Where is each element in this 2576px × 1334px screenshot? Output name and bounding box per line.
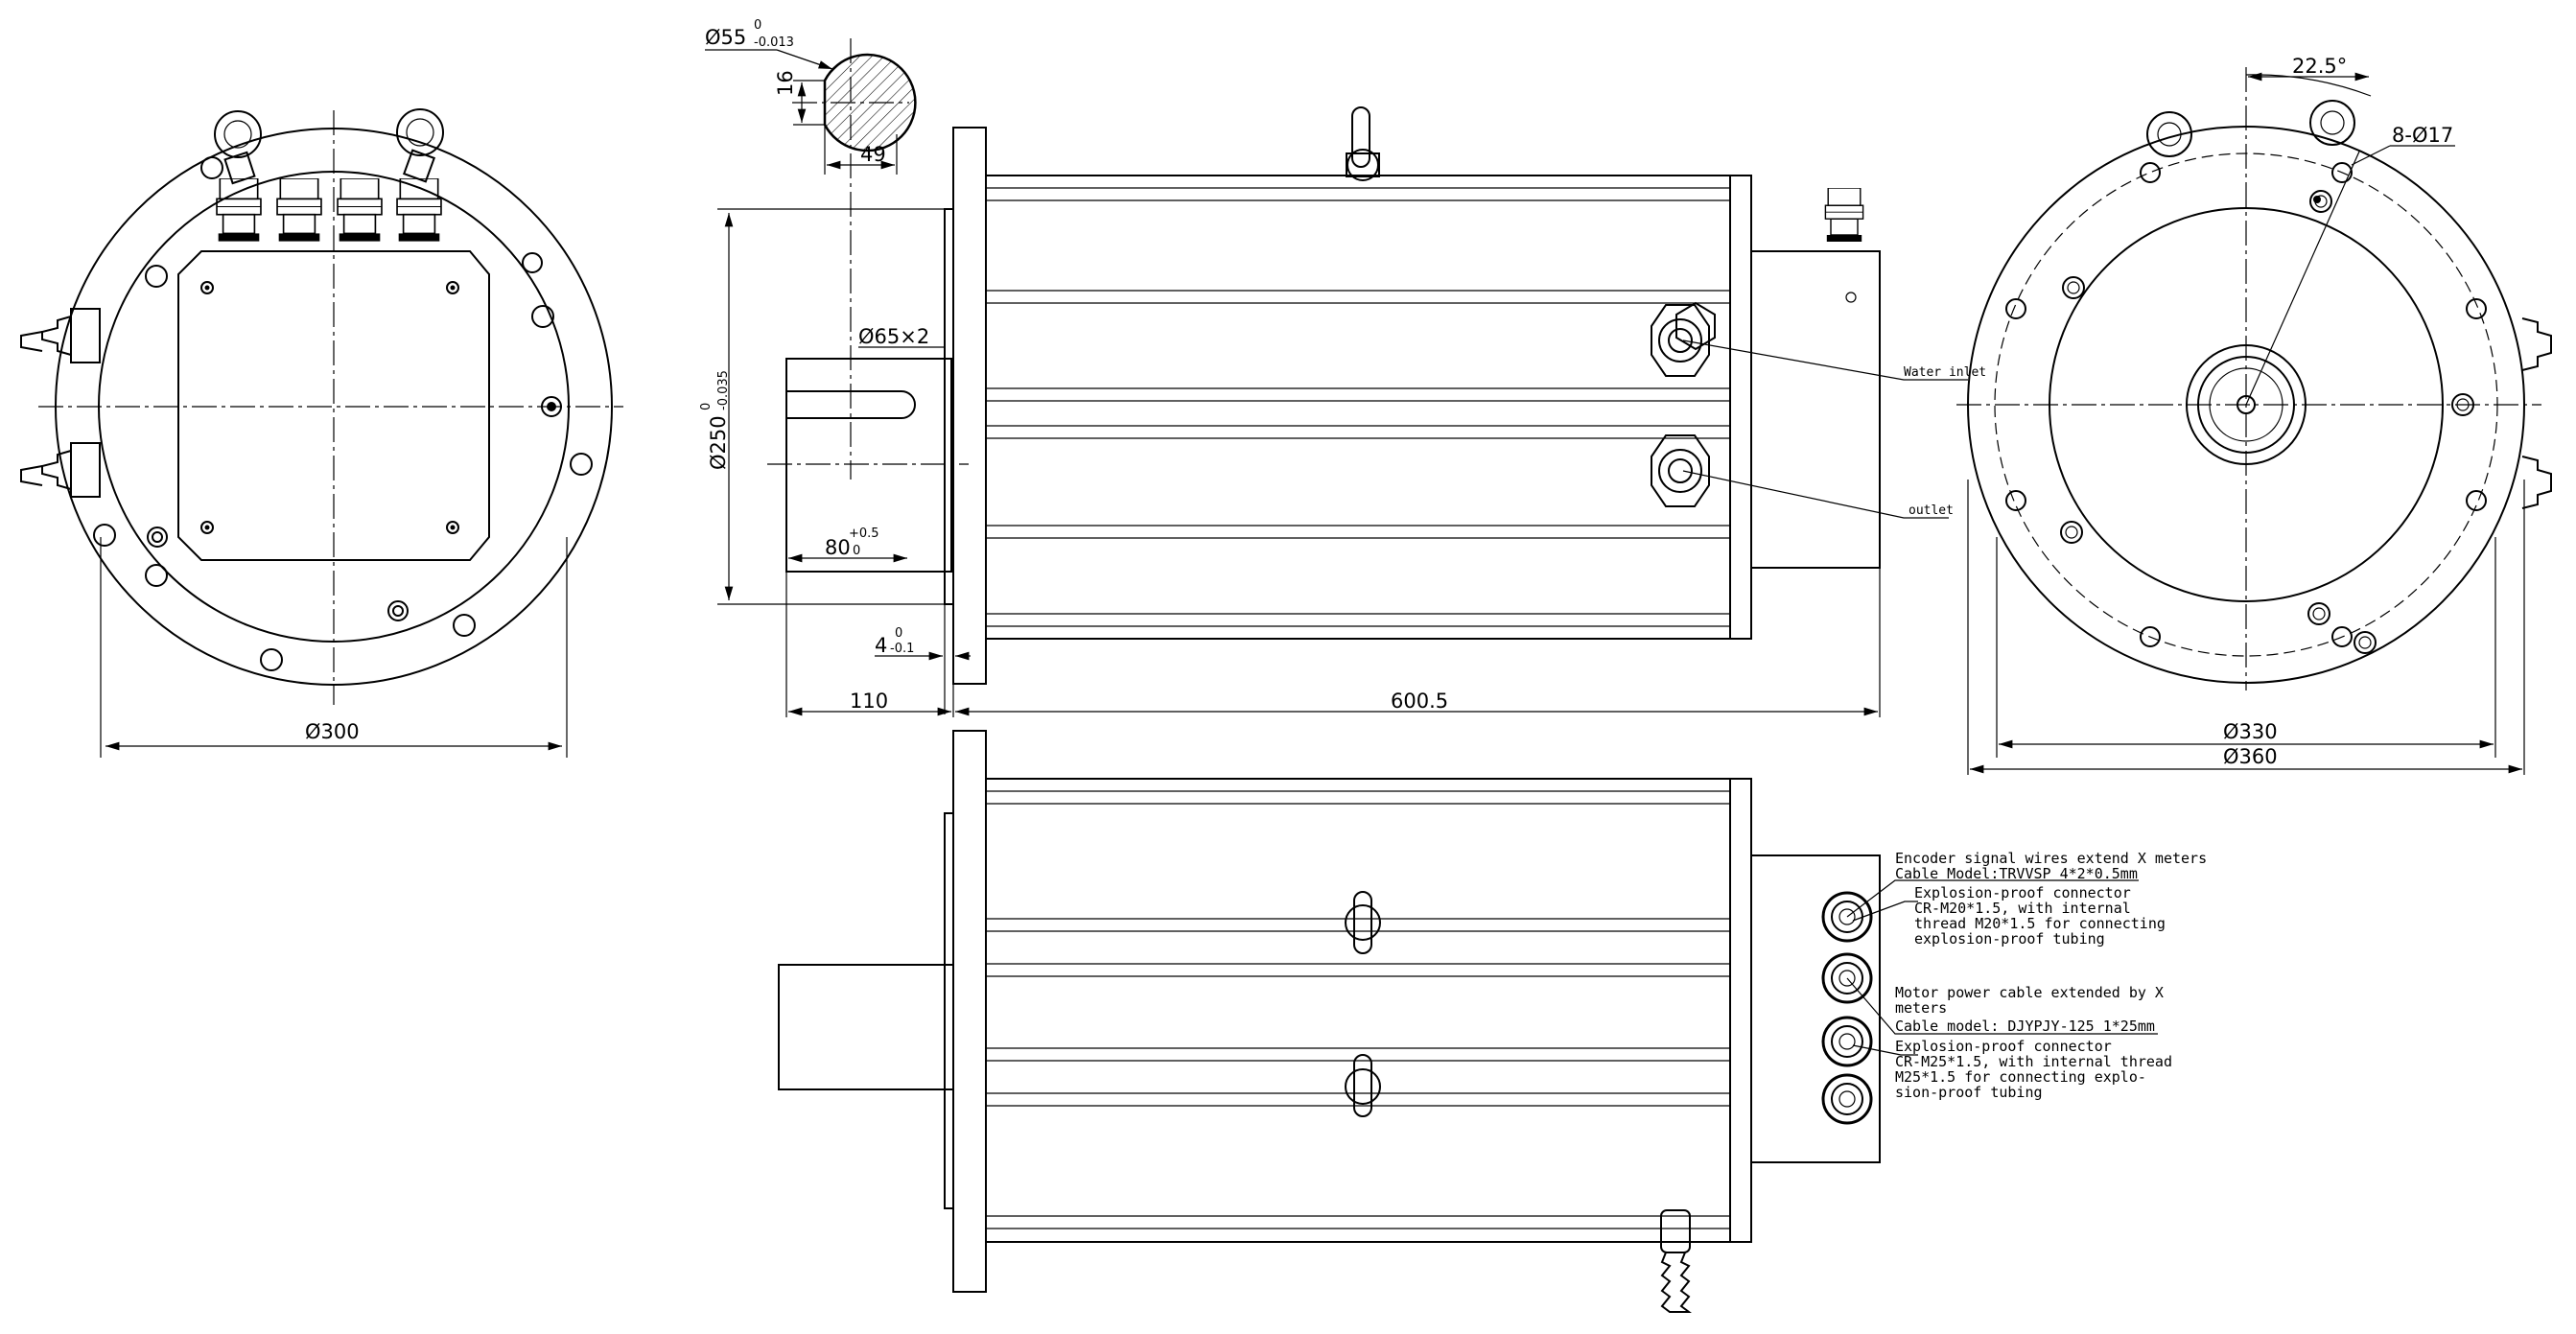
connector1-note-line3: thread M20*1.5 for connecting bbox=[1914, 915, 2166, 932]
left-terminal-box-screws bbox=[201, 282, 458, 533]
bottom-water-fitting bbox=[1661, 1210, 1690, 1312]
holes-8-dia17-label: 8-Ø17 bbox=[2392, 124, 2454, 147]
dim-330-label: Ø330 bbox=[2223, 720, 2278, 743]
encoder-note-line1: Encoder signal wires extend X meters bbox=[1895, 850, 2208, 867]
dim-360-label: Ø360 bbox=[2223, 745, 2278, 768]
right-end-view bbox=[1956, 55, 2551, 775]
front-flange bbox=[953, 128, 986, 684]
outlet-label: outlet bbox=[1909, 503, 1954, 518]
dim-110-label: 110 bbox=[850, 690, 889, 713]
dim-300-label: Ø300 bbox=[305, 720, 360, 743]
left-lifting-eye-2 bbox=[397, 109, 443, 181]
dim-4-label: 4 bbox=[875, 634, 888, 657]
right-nozzle-2 bbox=[2522, 456, 2551, 508]
tol-4-upper: 0 bbox=[895, 626, 903, 641]
connector2-note-line1: Explosion-proof connector bbox=[1895, 1038, 2112, 1055]
connector1-note-line2: CR-M20*1.5, with internal bbox=[1914, 900, 2131, 917]
motor-body bbox=[986, 176, 1730, 639]
dim-250-label: Ø250 bbox=[707, 415, 730, 470]
power-note-line3: Cable model: DJYPJY-125 1*25mm bbox=[1895, 1018, 2155, 1035]
connector2-note-line4: sion-proof tubing bbox=[1895, 1084, 2043, 1101]
shaft-section-view bbox=[705, 18, 917, 480]
top-side-view bbox=[699, 107, 1986, 717]
connector1-note-line1: Explosion-proof connector bbox=[1914, 884, 2131, 901]
rear-flange bbox=[1730, 176, 1751, 639]
dim-49-label: 49 bbox=[860, 143, 886, 166]
tol-250-lower: -0.035 bbox=[716, 370, 731, 410]
bottom-pilot bbox=[945, 813, 953, 1208]
dim-55-label: Ø55 bbox=[705, 26, 747, 49]
water-inlet-label: Water inlet bbox=[1904, 365, 1987, 380]
left-water-fitting-2 bbox=[21, 443, 100, 497]
connector1-note-line4: explosion-proof tubing bbox=[1914, 930, 2105, 948]
bottom-terminal-housing bbox=[1751, 855, 1880, 1162]
tol-55-lower: -0.013 bbox=[754, 35, 794, 50]
dim-600-5-label: 600.5 bbox=[1391, 690, 1449, 713]
bottom-side-view bbox=[779, 731, 2207, 1312]
left-gland-3 bbox=[338, 178, 382, 242]
left-end-view bbox=[21, 109, 623, 758]
dim-65-label: Ø65×2 bbox=[858, 325, 930, 348]
bottom-cooling-fins bbox=[986, 791, 1730, 1229]
top-lifting-eye bbox=[1347, 107, 1379, 180]
left-gland-2 bbox=[277, 178, 321, 242]
power-connector-3 bbox=[1823, 1075, 1871, 1123]
power-connector-2 bbox=[1823, 1018, 1871, 1065]
angle-22-5-label: 22.5° bbox=[2292, 55, 2348, 78]
outlet-fitting bbox=[1659, 450, 1701, 492]
dim-16-label: 16 bbox=[774, 70, 797, 96]
tol-80-upper: +0.5 bbox=[849, 527, 879, 541]
connector2-note-line2: CR-M25*1.5, with internal thread bbox=[1895, 1053, 2172, 1070]
bottom-front-flange bbox=[953, 731, 986, 1292]
tol-55-upper: 0 bbox=[754, 18, 762, 33]
cooling-fins bbox=[986, 188, 1730, 626]
bottom-lifting-eye-2 bbox=[1346, 1055, 1380, 1116]
rear-terminal-housing bbox=[1751, 251, 1880, 568]
dim-80-label: 80 bbox=[825, 536, 851, 559]
tol-4-lower: -0.1 bbox=[890, 642, 915, 656]
power-note-line2: meters bbox=[1895, 999, 1948, 1017]
tol-80-lower: 0 bbox=[853, 544, 861, 558]
connector2-note-line3: M25*1.5 for connecting explo- bbox=[1895, 1068, 2146, 1086]
encoder-note-line2: Cable Model:TRVVSP 4*2*0.5mm bbox=[1895, 865, 2138, 882]
tol-250-upper: 0 bbox=[699, 402, 714, 410]
right-lifting-eye-2 bbox=[2310, 101, 2354, 145]
bottom-motor-body bbox=[986, 779, 1730, 1242]
water-inlet-fitting bbox=[1659, 303, 1715, 362]
bottom-shaft bbox=[779, 965, 953, 1089]
bottom-rear-flange bbox=[1730, 779, 1751, 1242]
rear-cable-gland bbox=[1825, 188, 1862, 242]
left-gland-1 bbox=[217, 178, 261, 242]
bottom-lifting-eye-1 bbox=[1346, 892, 1380, 953]
power-note-line1: Motor power cable extended by X bbox=[1895, 984, 2164, 1001]
right-nozzle-1 bbox=[2522, 318, 2551, 370]
